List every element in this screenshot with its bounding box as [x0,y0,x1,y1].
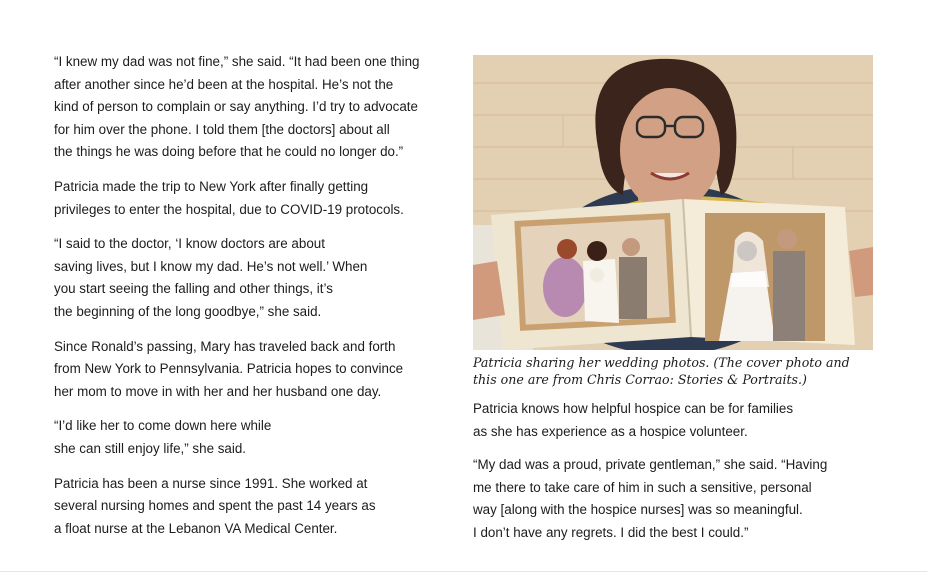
paragraph-nurse-since-1991 [54,473,464,541]
text-line: Since Ronald’s passing, Mary has traveled back and forth [54,338,396,354]
paragraph-proud-gentleman [473,454,873,544]
text-line: the beginning of the long goodbye,” she said. [54,303,322,319]
paragraph-dad-not-fine [54,51,464,164]
text-line: “I’d like her to come down here while [54,418,272,434]
text-line: Patricia knows how helpful hospice can be for families [473,401,794,416]
text-line: privileges to enter the hospital, due to COVID-19 protocols. [54,201,404,217]
paragraph-ronalds-passing [54,336,464,404]
bottom-divider [0,571,927,572]
text-line: Patricia has been a nurse since 1991. She worked at [54,475,368,491]
text-line: “My dad was a proud, private gentleman,” she said. “Having [473,457,828,473]
text-line: as she has experience as a hospice volunteer. [473,423,748,439]
text-line: Patricia made the trip to New York after finally getting [54,178,369,194]
paragraph-trip-new-york [54,176,464,221]
text-line: from New York to Pennsylvania. Patricia hopes to convince [54,361,404,377]
photo-illustration [473,55,873,350]
text-line: a float nurse at the Lebanon VA Medical Center. [54,520,338,536]
paragraph-hospice-helpful [473,398,873,443]
paragraph-enjoy-life [54,415,464,460]
wedding-album-photo [473,55,873,350]
article-left-column [54,51,464,552]
paragraph-said-to-doctor [54,233,464,323]
text-line: way [along with the hospice nurses] was so meaningful. [473,502,803,518]
caption-line: Patricia sharing her wedding photos. (The cover photo and [473,355,850,370]
text-line: “I knew my dad was not fine,” she said. “It had been one thing [54,54,420,69]
text-line: her mom to move in with her and her husband one day. [54,383,382,399]
text-line: you start seeing the falling and other things, it’s [54,281,333,297]
caption-line: this one are from Chris Corrao: Stories & Portraits.) [473,372,807,387]
article-right-column [473,55,873,556]
text-line: several nursing homes and spent the past 14 years as [54,498,376,514]
text-line: the things he was doing before that he could no longer do.” [54,144,404,160]
text-line: after another since he’d been at the hospital. He’s not the [54,76,394,92]
text-line: saving lives, but I know my dad. He’s not well.’ When [54,258,368,274]
text-line: me there to take care of him in such a sensitive, personal [473,479,812,495]
text-line: she can still enjoy life,” she said. [54,440,247,456]
text-line: I don’t have any regrets. I did the best I could.” [473,524,749,540]
text-line: for him over the phone. I told them [the doctors] about all [54,121,390,137]
photo-caption [473,354,873,388]
text-line: “I said to the doctor, ‘I know doctors are about [54,236,325,252]
text-line: kind of person to complain or say anything. I’d try to advocate [54,99,418,115]
